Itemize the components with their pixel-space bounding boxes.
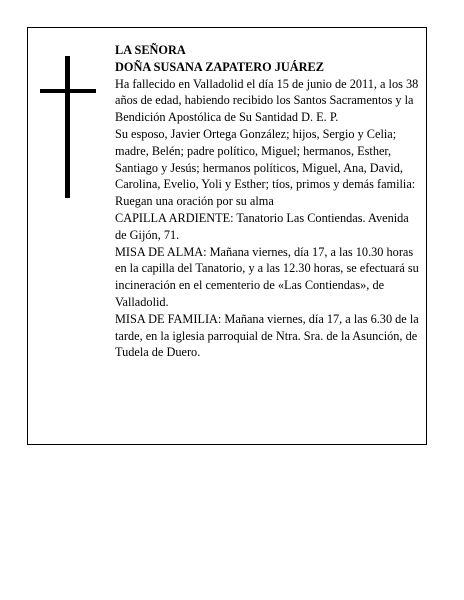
mass-info: MISA DE ALMA: Mañana viernes, día 17, a las 10.30 horas en la capilla del Tanatorio, y a las 12.30 horas, se efectuará su incineración en el cementerio de «Las Contiendas», de Valladolid. [115,244,419,309]
obituary-notice [27,27,427,445]
family-list: Su esposo, Javier Ortega González; hijos, Sergio y Celia; madre, Belén; padre político, Miguel; hermanos, Esther, Santiago y Jesús; hermanos políticos, Miguel, Ana, David, Carolina, Evelio, Yoli y Esther; tíos, primos y demás familia: [115,126,416,192]
cross-horizontal-bar [40,89,96,93]
prayer-request: Ruegan una oración por su alma [115,194,274,209]
cross-icon [40,56,96,198]
notice-text [115,42,421,361]
death-announcement: Ha fallecido en Valladolid el día 15 de junio de 2011, a los 38 años de edad, habiendo recibido los Santos Sacramentos y la Bendición Apostólica de Su Santidad D. E. P. [115,76,419,125]
chapel-info: CAPILLA ARDIENTE: Tanatorio Las Contiendas. Avenida de Gijón, 71. [115,210,409,242]
deceased-name: DOÑA SUSANA ZAPATERO JUÁREZ [115,59,324,74]
notice-heading: LA SEÑORA [115,43,186,57]
family-mass-info: MISA DE FAMILIA: Mañana viernes, día 17, a las 6.30 de la tarde, en la iglesia parroquial de Ntra. Sra. de la Asunción, de Tudela de Duero. [115,311,419,360]
cross-vertical-bar [65,56,70,198]
